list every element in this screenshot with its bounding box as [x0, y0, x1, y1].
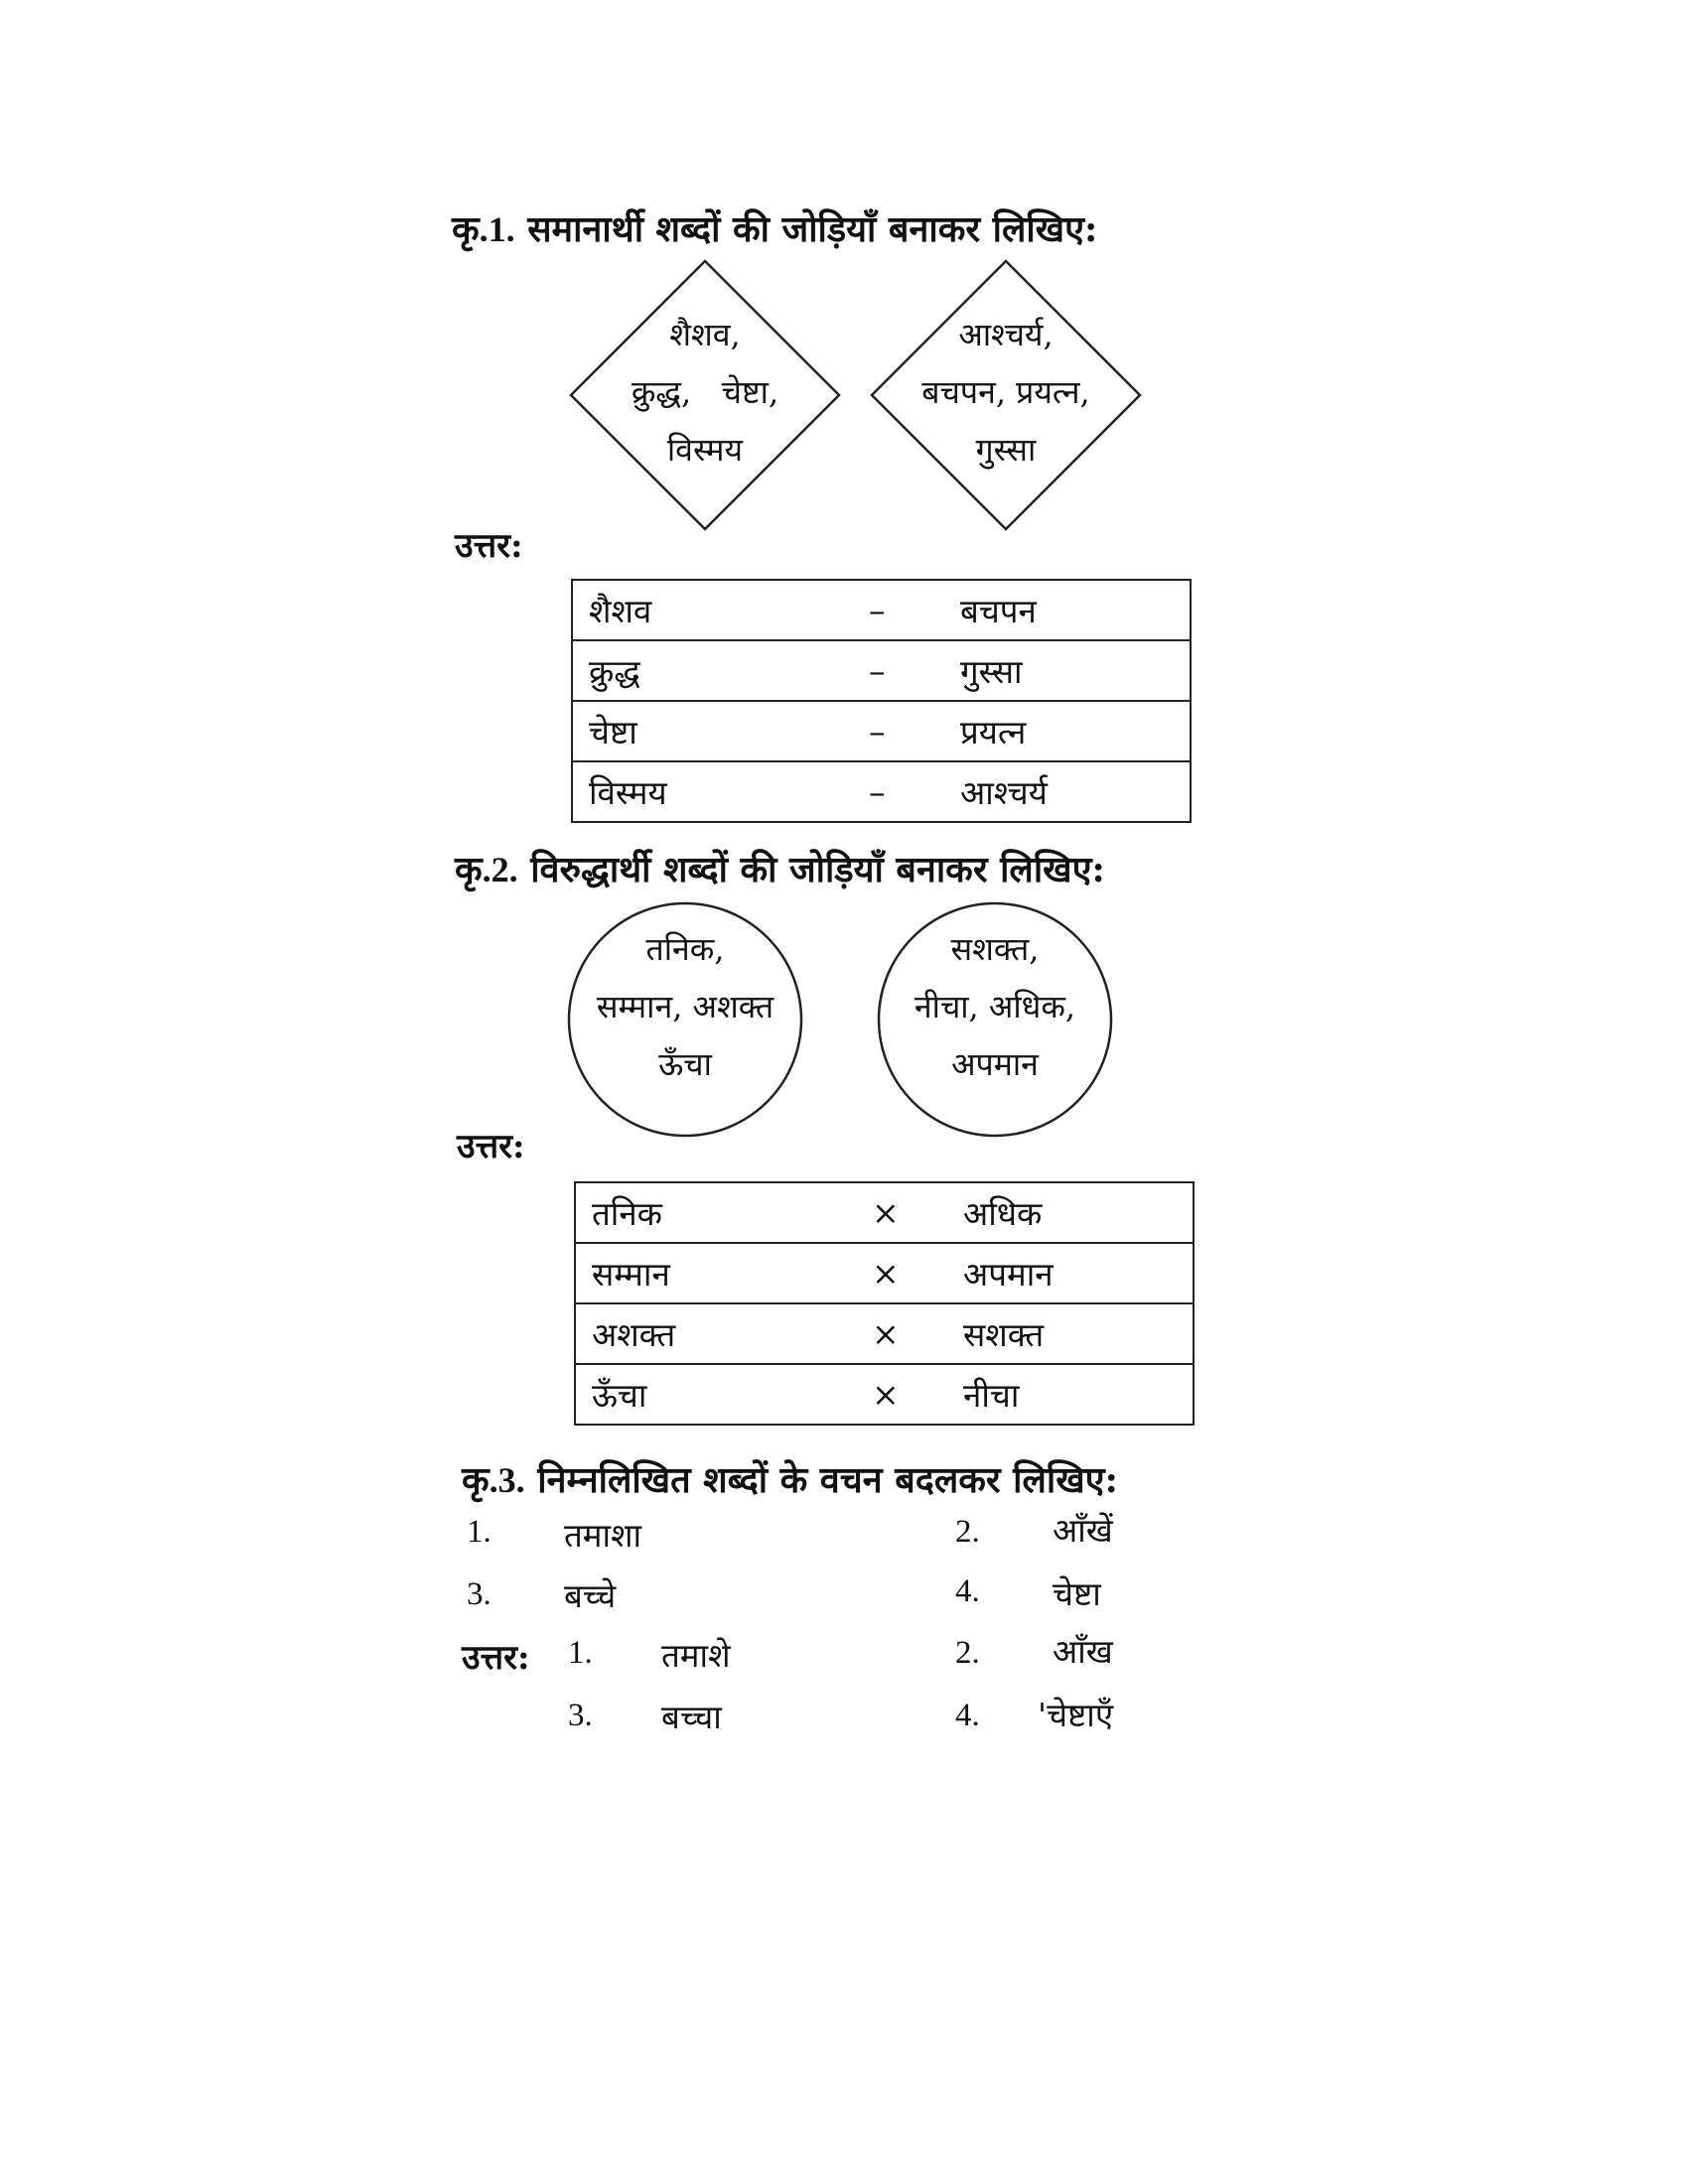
answer-separator: × — [856, 1303, 947, 1364]
circle-right-line-2: नीचा, अधिक, — [914, 988, 1076, 1025]
answer-word: चेष्टा — [572, 701, 853, 761]
answer-word: क्रुद्ध — [572, 640, 853, 701]
q3-item-1-number: 1. — [467, 1514, 492, 1550]
q3-answer-1-word: तमाशे — [661, 1636, 731, 1675]
q2-answer-label: उत्तर: — [457, 1127, 525, 1166]
q2-title: विरुद्धार्थी शब्दों की जोड़ियाँ बनाकर लिखिए: — [530, 849, 1105, 890]
q3-item-2-word: आँखें — [1053, 1511, 1113, 1550]
q3-answer-3-number: 3. — [568, 1698, 593, 1733]
q1-title: समानार्थी शब्दों की जोड़ियाँ बनाकर लिखिए: — [527, 208, 1098, 250]
table-row — [572, 701, 1191, 761]
answer-word: ऊँचा — [575, 1364, 856, 1425]
q3-answer-2-number: 2. — [955, 1635, 980, 1671]
diamond-right-text — [876, 306, 1136, 478]
answer-separator: – — [853, 640, 944, 701]
answer-separator: × — [856, 1243, 947, 1303]
diamond-right-line-2: बचपन, प्रयत्न, — [921, 373, 1090, 411]
q2-answer-table — [574, 1181, 1195, 1426]
answer-word: विस्मय — [572, 761, 853, 822]
answer-pair: अपमान — [947, 1243, 1194, 1303]
circle-left-line-3: ऊँचा — [658, 1045, 712, 1083]
answer-pair: गुस्सा — [944, 640, 1191, 701]
answer-word: तनिक — [575, 1182, 856, 1243]
q2-number: कृ.2. — [455, 850, 518, 889]
diamond-right-line-3: गुस्सा — [975, 431, 1037, 469]
q3-title: निम्नलिखित शब्दों के वचन बदलकर लिखिए: — [537, 1459, 1118, 1501]
q1-number: कृ.1. — [452, 209, 515, 249]
q1-heading — [452, 204, 1097, 252]
table-row — [575, 1364, 1194, 1425]
q3-answer-2-word: आँख — [1053, 1632, 1113, 1671]
q3-item-3-number: 3. — [467, 1576, 492, 1612]
q3-answer-4-number: 4. — [955, 1698, 980, 1733]
diamond-left-text — [576, 306, 834, 478]
answer-separator: × — [856, 1364, 947, 1425]
table-row — [572, 580, 1191, 640]
table-row — [572, 640, 1191, 701]
circle-right-line-3: अपमान — [951, 1045, 1039, 1083]
table-row — [575, 1303, 1194, 1364]
q3-answer-label: उत्तर: — [462, 1638, 530, 1678]
q3-item-2-number: 2. — [955, 1514, 980, 1550]
diamond-right-line-1: आश्चर्य, — [958, 316, 1054, 353]
answer-word: सम्मान — [575, 1243, 856, 1303]
q3-item-4-word: चेष्टा — [1053, 1574, 1101, 1613]
circle-left-line-2: सम्मान, अशक्त — [596, 988, 774, 1025]
table-row — [575, 1182, 1194, 1243]
q3-item-3-word: बच्चे — [564, 1576, 617, 1615]
q3-item-1-word: तमाशा — [564, 1516, 642, 1555]
answer-word: अशक्त — [575, 1303, 856, 1364]
q3-answer-4-word: 'चेष्टाएँ — [1038, 1696, 1114, 1734]
answer-separator: × — [856, 1182, 947, 1243]
answer-pair: नीचा — [947, 1364, 1194, 1425]
diamond-left-line-2: क्रुद्ध, चेष्टा, — [631, 373, 779, 411]
answer-separator: – — [853, 761, 944, 822]
circle-right-line-1: सशक्त, — [950, 930, 1040, 968]
q3-item-4-number: 4. — [955, 1573, 980, 1609]
table-row — [575, 1243, 1194, 1303]
q2-heading — [455, 844, 1105, 892]
answer-pair: बचपन — [944, 580, 1191, 640]
answer-word: शैशव — [572, 580, 853, 640]
circle-left-text — [561, 920, 809, 1093]
q3-number: कृ.3. — [462, 1460, 525, 1500]
diamond-left-line-1: शैशव, — [669, 316, 741, 353]
circle-left-line-1: तनिक, — [645, 930, 725, 968]
q3-answer-3-word: बच्चा — [661, 1698, 722, 1736]
answer-separator: – — [853, 701, 944, 761]
q1-answer-label: उत्तर: — [455, 526, 523, 566]
q3-heading — [462, 1454, 1118, 1503]
circle-right-text — [871, 920, 1119, 1093]
answer-separator: – — [853, 580, 944, 640]
answer-pair: सशक्त — [947, 1303, 1194, 1364]
q3-answer-1-number: 1. — [568, 1635, 593, 1671]
answer-pair: अधिक — [947, 1182, 1194, 1243]
diamond-left-line-3: विस्मय — [666, 431, 744, 469]
q1-answer-table — [571, 579, 1192, 823]
answer-pair: प्रयत्न — [944, 701, 1191, 761]
answer-pair: आश्चर्य — [944, 761, 1191, 822]
table-row — [572, 761, 1191, 822]
